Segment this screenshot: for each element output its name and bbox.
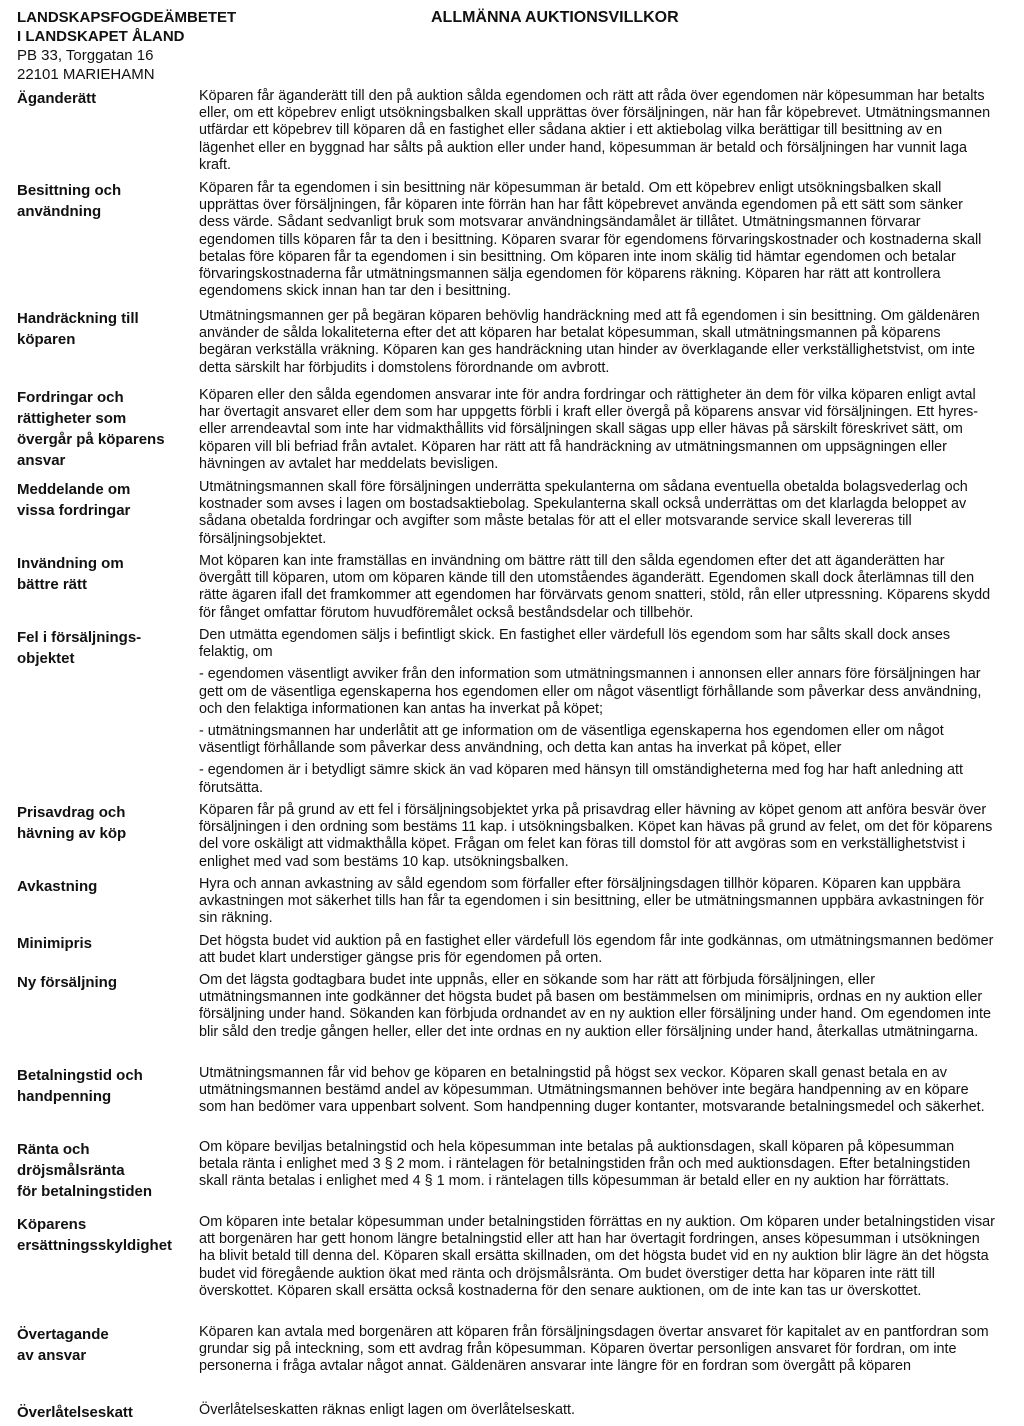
section-paragraph: Utmätningsmannen skall före försäljningen underrätta spekulanterna om sådana eventuella obetalda bolagsvederlag och kostnader som avses i lagen om bostadsaktiebolag. Spekulanterna skall också underrättas om det klarlagda beloppet av sådana obetalda fordringar och avgifter som måste betalas för att el eller motsvarande service skall levereras till försäljningsobjektet. [199, 479, 968, 547]
section-paragraph: Det högsta budet vid auktion på en fastighet eller värdefull lös egendom får inte godkännas, om utmätningsmannen bedömer att budet klart understiger gängse pris för egendomen på orten. [199, 933, 994, 967]
section-paragraph: Mot köparen kan inte framställas en invändning om bättre rätt till den sålda egendomen efter det att äganderätten har övergått till köparen, utom om köparen kände till den utomståendes äganderätt. Egendomen skall dock återlämnas till den rätte ägaren ifall det framkommer att egendomen har förvärvats genom snatteri, stöld, rån eller utpressning. Köparens skydd för fånget omfattar förutom huvudföremålet också beståndsdelar och tillbehör. [199, 553, 991, 621]
section-heading: Övertagande av ansvar [17, 1326, 109, 1364]
section-body [199, 1139, 995, 1191]
section-body [199, 1324, 995, 1376]
section-heading: Handräckning till köparen [17, 310, 139, 348]
agency-name-line2: I LANDSKAPET ÅLAND [17, 28, 185, 45]
section-paragraph: Om köparen inte betalar köpesumman under betalningstiden förrättas en ny auktion. Om köparen under betalningstiden visar att borgenären har gett honom längre betalningstid eller att han har övertagit fordringen, anses köpesumman i utsökningen ha blivit betald till denna del. Köparen skall ersätta skillnaden, om det högsta budet vid en ny auktion blir lägre än det högsta budet vid föregående auktion ökat med ränta och dröjsmålsränta. Om budet överstiger detta har köparen inte rätt till överskottet. Köparen skall ersätta också kostnaderna för den senare auktionen, om de inte kan tas ur överskottet. [199, 1214, 995, 1299]
section-paragraph: - egendomen är i betydligt sämre skick än vad köparen med hänsyn till omständigheterna med fog har haft anledning att förutsätta. [199, 762, 963, 796]
section-body [199, 387, 995, 473]
agency-address-line2: 22101 MARIEHAMN [17, 66, 155, 83]
section-heading: Avkastning [17, 878, 98, 895]
section-body [199, 1065, 995, 1117]
section-paragraph: Om köpare beviljas betalningstid och hela köpesumman inte betalas på auktionsdagen, skall köparen på köpesumman betala ränta i enlighet med 3 § 2 mom. i räntelagen för betalningstiden från och med auktionsdagen. Efter betalningstiden skall ränta betalas i enlighet med 4 § 1 mom. i räntelagen tills köpesumman är betald eller en ny auktion har förrättats. [199, 1139, 971, 1190]
section-body [199, 308, 995, 377]
section-heading: Invändning om bättre rätt [17, 555, 124, 593]
section-paragraph: Överlåtelseskatten räknas enligt lagen om överlåtelseskatt. [199, 1402, 575, 1418]
section-body [199, 876, 995, 928]
section-paragraph: Köparen får äganderätt till den på auktion sålda egendomen och rätt att råda över egendomen när köpesumman har betalts eller, om ett köpebrev enligt utsökningsbalken skall upprättas över försäljningen, när han får köpebrevet. Utmätningsmannen utfärdar ett köpebrev till köparen då en fastighet eller sådana aktier i ett aktiebolag vilka berättigar till besittning av en lägenhet eller en byggnad har sålts på auktion eller under hand, köpesumman är betald och försäljningen har vunnit laga kraft. [199, 88, 991, 173]
section-body [199, 972, 995, 1041]
section-paragraph: Köparen kan avtala med borgenären att köparen från försäljningsdagen övertar ansvaret för kapitalet av en pantfordran som grundar sig på inteckning, som ett avdrag från köpesumman. Köparen övertar personligen ansvaret för fordran, om inte personerna i fråga avtalar något annat. Gäldenären ansvarar inte längre för en fordran som övergått på köparen [199, 1324, 989, 1375]
section-heading: Betalningstid och handpenning [17, 1067, 143, 1105]
agency-address-line1: PB 33, Torggatan 16 [17, 47, 154, 64]
section-paragraph: Köparen får ta egendomen i sin besittning när köpesumman är betald. Om ett köpebrev enligt utsökningsbalken skall upprättas över försäljningen, får köparen inte förrän han har fått köpebrevet använda egendomen på ett sätt som sänker dess värde. Sådant sedvanligt bruk som motsvarar användningsändamålet är tillåtet. Utmätningsmannen förvarar egendomen tills köparen får ta den i besittning. Köparen svarar för egendomens förvaringskostnader och kostnaderna skall betalas före köparen får ta egendomen i sin besittning. Om köparen inte inom skälig tid hämtar egendomen och betalar förvaringskostnaderna får utmätningsmannen sälja egendomen för köparens räkning. Köparen har rätt att kontrollera egendomens skick innan han tar den i besittning. [199, 180, 982, 300]
section-paragraph: Den utmätta egendomen säljs i befintligt skick. En fastighet eller värdefull lös egendom som har sålts skall dock anses felaktig, om [199, 627, 951, 661]
section-body [199, 88, 995, 174]
document-title: ALLMÄNNA AUKTIONSVILLKOR [431, 9, 679, 26]
section-paragraph: Om det lägsta godtagbara budet inte uppnås, eller en sökande som har rätt att förbjuda försäljningen, eller utmätningsmannen inte godkänner det högsta budet på basen om bestämmelsen om minimipris, ordnas en ny auktion eller försäljning under hand. Sökanden kan förbjuda ordnandet av en ny auktion eller försäljning under hand. Om egendomen inte blir såld den tredje gången heller, eller det inte ordnas en ny auktion eller försäljning under hand, återkallas utmätningarna. [199, 972, 992, 1040]
section-body [199, 479, 995, 548]
section-heading: Ny försäljning [17, 974, 118, 991]
section-heading: Besittning och användning [17, 182, 122, 220]
section-body [199, 180, 995, 300]
section-paragraph: Utmätningsmannen får vid behov ge köparen en betalningstid på högst sex veckor. Köparen skall genast betala en av utmätningsmannen bestämd andel av köpesumman. Utmätningsmannen behöver inte begära handpenning av en köpare som han bedömer vara uppenbart solvent. Som handpenning duger kontanter, motsvarande betalningsmedel och säkerhet. [199, 1065, 985, 1116]
section-heading: Fordringar och rättigheter som övergår på köparens ansvar [17, 389, 165, 469]
section-paragraph: - egendomen väsentligt avviker från den information som utmätningsmannen i annonsen eller annars före försäljningen har gett om de väsentliga egenskaperna hos egendomen eller om något väsentligt förhållande som påverkar dess användning, och den felaktiga informationen kan antas ha inverkat på köpet; [199, 666, 982, 717]
section-body [199, 933, 995, 967]
section-heading: Minimipris [17, 935, 93, 952]
section-paragraph: Köparen eller den sålda egendomen ansvarar inte för andra fordringar och rättigheter än dem för vilka köparen enligt avtal har övertagit ansvaret eller dem som har uppgetts förbli i kraft eller övergå på köparens ansvar vid försäljningen. Ett hyres- eller arrendeavtal som inte har vidmakthållits vid försäljningen skall sägas upp eller hävas på särskilt föreskrivet sätt, om köparen vill bli befriad från avtalet. Köparen har rätt att få handräckning av utmätningsmannen om uppsägningen eller hävningen av avtalet har meddelats bevisligen. [199, 387, 979, 472]
section-body [199, 802, 995, 871]
section-heading: Överlåtelseskatt [17, 1404, 133, 1421]
agency-name-line1: LANDSKAPSFOGDEÄMBETET [17, 9, 237, 26]
section-body [199, 627, 995, 797]
section-body [199, 553, 995, 622]
section-heading: Fel i försäljnings- objektet [17, 629, 142, 667]
section-heading: Prisavdrag och hävning av köp [17, 804, 127, 842]
section-paragraph: Köparen får på grund av ett fel i försäljningsobjektet yrka på prisavdrag eller hävning av köpet genom att anföra besvär över försäljningen i den ordning som bestäms 11 kap. i utsökningsbalken. Köpet kan hävas på grund av felet, om det för köparens del vore oskäligt att vidmakthålla köpet. Frågan om felet kan föras till domstol för att avgöras som en verkställighetstvist i enlighet med vad som bestäms 10 kap. utsökningsbalken. [199, 802, 993, 870]
section-heading: Ränta och dröjsmålsränta för betalningstiden [17, 1141, 152, 1200]
section-paragraph: - utmätningsmannen har underlåtit att ge information om de väsentliga egenskaperna hos egendomen eller om något väsentligt förhållande som påverkar dess användning, och detta kan antas ha inverkat på köpet, eller [199, 723, 944, 757]
section-heading: Äganderätt [17, 90, 97, 107]
section-body [199, 1402, 995, 1419]
section-paragraph: Hyra och annan avkastning av såld egendom som förfaller efter försäljningsdagen tillhör köparen. Köparen kan uppbära avkastningen mot säkerhet tills han får ta egendomen i sin besittning, eller be utmätningsmannen uppbära avkastningen för sin räkning. [199, 876, 984, 927]
section-heading: Köparens ersättningsskyldighet [17, 1216, 173, 1254]
section-paragraph: Utmätningsmannen ger på begäran köparen behövlig handräckning med att få egendomen i sin besittning. Om gäldenären använder de sålda lokaliteterna efter det att köparen har betalat köpesumman, skall utmätningsmannen på köparens begäran verkställa vräkning. Köparen kan ges handräckning utan hinder av överklagande eller verkställighetstvist, om inte detta särskilt har förbjudits i domstolens förordnande om avbrott. [199, 308, 980, 376]
section-body [199, 1214, 995, 1300]
section-heading: Meddelande om vissa fordringar [17, 481, 131, 519]
